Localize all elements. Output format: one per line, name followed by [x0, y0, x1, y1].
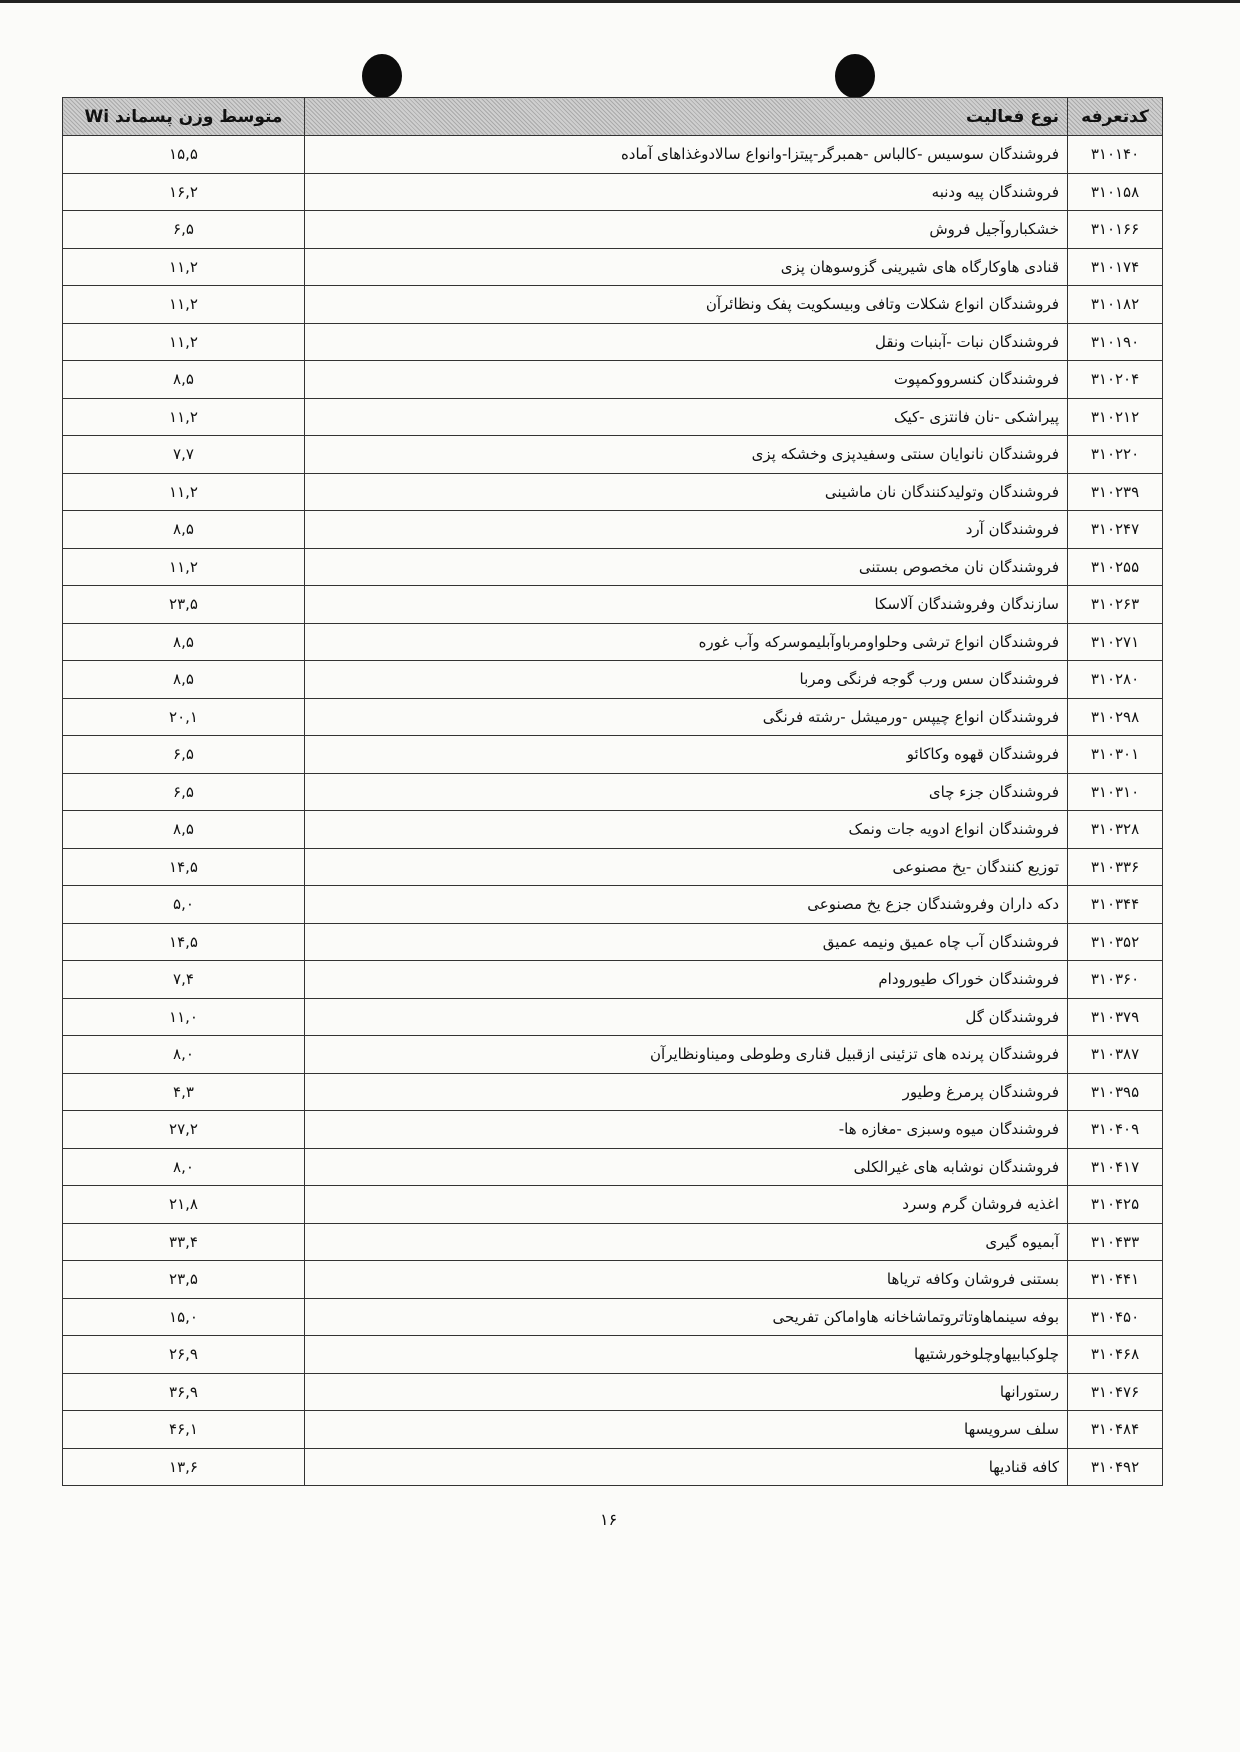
cell-activity: فروشندگان گل: [305, 998, 1068, 1036]
scan-top-edge: [0, 0, 1240, 3]
cell-value: ۱۵,۵: [63, 136, 305, 174]
cell-code: ۳۱۰۳۰۱: [1068, 736, 1163, 774]
header-activity: نوع فعالیت: [305, 98, 1068, 136]
cell-value: ۱۶,۲: [63, 173, 305, 211]
cell-value: ۱۱,۲: [63, 286, 305, 324]
cell-code: ۳۱۰۴۱۷: [1068, 1148, 1163, 1186]
cell-code: ۳۱۰۱۶۶: [1068, 211, 1163, 249]
cell-activity: فروشندگان میوه وسبزی -مغازه ها-: [305, 1111, 1068, 1149]
cell-activity: فروشندگان جزء چای: [305, 773, 1068, 811]
cell-value: ۱۴,۵: [63, 923, 305, 961]
cell-value: ۳۶,۹: [63, 1373, 305, 1411]
table-row: [63, 398, 1163, 436]
cell-code: ۳۱۰۲۲۰: [1068, 436, 1163, 474]
cell-value: ۲۷,۲: [63, 1111, 305, 1149]
cell-activity: فروشندگان نبات -آبنبات ونقل: [305, 323, 1068, 361]
cell-activity: فروشندگان انواع شکلات وتافی وبیسکویت پفک ونظائرآن: [305, 286, 1068, 324]
cell-activity: سلف سرویسها: [305, 1411, 1068, 1449]
cell-value: ۶,۵: [63, 211, 305, 249]
cell-value: ۸,۵: [63, 661, 305, 699]
punch-hole-left: [362, 54, 402, 98]
cell-activity: فروشندگان سس ورب گوجه فرنگی ومربا: [305, 661, 1068, 699]
cell-code: ۳۱۰۲۸۰: [1068, 661, 1163, 699]
cell-code: ۳۱۰۲۷۱: [1068, 623, 1163, 661]
table-row: [63, 848, 1163, 886]
table-row: [63, 811, 1163, 849]
cell-value: ۴,۳: [63, 1073, 305, 1111]
cell-code: ۳۱۰۲۱۲: [1068, 398, 1163, 436]
table-row: [63, 136, 1163, 174]
cell-code: ۳۱۰۲۰۴: [1068, 361, 1163, 399]
cell-value: ۷,۷: [63, 436, 305, 474]
table-row: [63, 211, 1163, 249]
cell-code: ۳۱۰۳۸۷: [1068, 1036, 1163, 1074]
cell-code: ۳۱۰۲۵۵: [1068, 548, 1163, 586]
cell-value: ۴۶,۱: [63, 1411, 305, 1449]
table-row: [63, 1111, 1163, 1149]
cell-activity: فروشندگان نانوایان سنتی وسفیدپزی وخشکه پزی: [305, 436, 1068, 474]
cell-value: ۱۴,۵: [63, 848, 305, 886]
cell-value: ۵,۰: [63, 886, 305, 924]
cell-activity: بستنی فروشان وکافه تریاها: [305, 1261, 1068, 1299]
punch-hole-right: [835, 54, 875, 98]
table-row: [63, 586, 1163, 624]
cell-activity: فروشندگان آرد: [305, 511, 1068, 549]
cell-code: ۳۱۰۴۷۶: [1068, 1373, 1163, 1411]
cell-activity: پیراشکی -نان فانتزی -کیک: [305, 398, 1068, 436]
cell-code: ۳۱۰۳۲۸: [1068, 811, 1163, 849]
cell-code: ۳۱۰۴۰۹: [1068, 1111, 1163, 1149]
table-row: [63, 361, 1163, 399]
cell-activity: فروشندگان پرمرغ وطیور: [305, 1073, 1068, 1111]
cell-value: ۱۱,۲: [63, 398, 305, 436]
cell-activity: خشکباروآجیل فروش: [305, 211, 1068, 249]
cell-value: ۸,۵: [63, 623, 305, 661]
cell-activity: فروشندگان قهوه وکاکائو: [305, 736, 1068, 774]
table-row: [63, 173, 1163, 211]
table-row: [63, 886, 1163, 924]
cell-code: ۳۱۰۱۵۸: [1068, 173, 1163, 211]
cell-activity: فروشندگان خوراک طیورودام: [305, 961, 1068, 999]
cell-code: ۳۱۰۳۶۰: [1068, 961, 1163, 999]
table-row: [63, 1073, 1163, 1111]
cell-value: ۱۳,۶: [63, 1448, 305, 1486]
cell-activity: کافه قنادیها: [305, 1448, 1068, 1486]
cell-activity: اغذیه فروشان گرم وسرد: [305, 1186, 1068, 1224]
cell-value: ۲۰,۱: [63, 698, 305, 736]
cell-value: ۱۵,۰: [63, 1298, 305, 1336]
cell-code: ۳۱۰۳۱۰: [1068, 773, 1163, 811]
cell-value: ۲۱,۸: [63, 1186, 305, 1224]
cell-activity: فروشندگان نوشابه های غیرالکلی: [305, 1148, 1068, 1186]
cell-value: ۲۳,۵: [63, 1261, 305, 1299]
cell-activity: فروشندگان وتولیدکنندگان نان ماشینی: [305, 473, 1068, 511]
cell-activity: فروشندگان انواع چیپس -ورمیشل -رشته فرنگی: [305, 698, 1068, 736]
cell-code: ۳۱۰۴۲۵: [1068, 1186, 1163, 1224]
table-row: [63, 623, 1163, 661]
table-row: [63, 1336, 1163, 1374]
table-row: [63, 923, 1163, 961]
cell-activity: فروشندگان پرنده های تزئینی ازقبیل قناری وطوطی ومیناونظایرآن: [305, 1036, 1068, 1074]
table-row: [63, 511, 1163, 549]
header-code: کدتعرفه: [1068, 98, 1163, 136]
cell-code: ۳۱۰۴۸۴: [1068, 1411, 1163, 1449]
table-row: [63, 736, 1163, 774]
table-row: [63, 1411, 1163, 1449]
cell-code: ۳۱۰۴۴۱: [1068, 1261, 1163, 1299]
cell-code: ۳۱۰۱۷۴: [1068, 248, 1163, 286]
table-row: [63, 698, 1163, 736]
cell-activity: فروشندگان آب چاه عمیق ونیمه عمیق: [305, 923, 1068, 961]
cell-code: ۳۱۰۴۹۲: [1068, 1448, 1163, 1486]
cell-value: ۸,۰: [63, 1036, 305, 1074]
cell-value: ۸,۵: [63, 361, 305, 399]
cell-code: ۳۱۰۲۶۳: [1068, 586, 1163, 624]
cell-value: ۲۶,۹: [63, 1336, 305, 1374]
cell-activity: سازندگان وفروشندگان آلاسکا: [305, 586, 1068, 624]
cell-value: ۱۱,۲: [63, 548, 305, 586]
table-row: [63, 1036, 1163, 1074]
cell-code: ۳۱۰۲۳۹: [1068, 473, 1163, 511]
table-row: [63, 1223, 1163, 1261]
cell-activity: فروشندگان انواع ترشی وحلواومرباوآبلیموسرکه وآب غوره: [305, 623, 1068, 661]
table-row: [63, 1373, 1163, 1411]
cell-code: ۳۱۰۱۴۰: [1068, 136, 1163, 174]
cell-code: ۳۱۰۴۳۳: [1068, 1223, 1163, 1261]
cell-value: ۷,۴: [63, 961, 305, 999]
table-row: [63, 436, 1163, 474]
cell-value: ۸,۵: [63, 511, 305, 549]
table-row: [63, 661, 1163, 699]
cell-activity: رستورانها: [305, 1373, 1068, 1411]
cell-activity: آبمیوه گیری: [305, 1223, 1068, 1261]
cell-value: ۱۱,۲: [63, 248, 305, 286]
cell-code: ۳۱۰۴۶۸: [1068, 1336, 1163, 1374]
table-row: [63, 773, 1163, 811]
cell-value: ۶,۵: [63, 773, 305, 811]
cell-value: ۱۱,۲: [63, 323, 305, 361]
cell-activity: توزیع کنندگان -یخ مصنوعی: [305, 848, 1068, 886]
table-row: [63, 1261, 1163, 1299]
cell-code: ۳۱۰۲۴۷: [1068, 511, 1163, 549]
cell-activity: بوفه سینماهاوتاتروتماشاخانه هاواماکن تفریحی: [305, 1298, 1068, 1336]
cell-code: ۳۱۰۳۷۹: [1068, 998, 1163, 1036]
cell-code: ۳۱۰۱۸۲: [1068, 286, 1163, 324]
header-value: متوسط وزن پسماند Wi: [63, 98, 305, 136]
cell-code: ۳۱۰۱۹۰: [1068, 323, 1163, 361]
table-row: [63, 323, 1163, 361]
cell-activity: قنادی هاوکارگاه های شیرینی گزوسوهان پزی: [305, 248, 1068, 286]
cell-value: ۶,۵: [63, 736, 305, 774]
table-row: [63, 248, 1163, 286]
cell-value: ۸,۵: [63, 811, 305, 849]
cell-value: ۱۱,۲: [63, 473, 305, 511]
cell-code: ۳۱۰۲۹۸: [1068, 698, 1163, 736]
cell-activity: دکه داران وفروشندگان جزع یخ مصنوعی: [305, 886, 1068, 924]
cell-activity: فروشندگان انواع ادویه جات ونمک: [305, 811, 1068, 849]
table-row: [63, 1148, 1163, 1186]
table-row: [63, 286, 1163, 324]
cell-value: ۸,۰: [63, 1148, 305, 1186]
cell-code: ۳۱۰۳۵۲: [1068, 923, 1163, 961]
table-row: [63, 1298, 1163, 1336]
table-row: [63, 1448, 1163, 1486]
cell-value: ۱۱,۰: [63, 998, 305, 1036]
table-row: [63, 998, 1163, 1036]
tariff-table: [62, 97, 1163, 1486]
cell-code: ۳۱۰۳۹۵: [1068, 1073, 1163, 1111]
cell-value: ۳۳,۴: [63, 1223, 305, 1261]
cell-code: ۳۱۰۳۴۴: [1068, 886, 1163, 924]
cell-activity: فروشندگان نان مخصوص بستنی: [305, 548, 1068, 586]
cell-code: ۳۱۰۴۵۰: [1068, 1298, 1163, 1336]
cell-activity: فروشندگان سوسیس -کالباس -همبرگر-پیتزا-وانواع سالادوغذاهای آماده: [305, 136, 1068, 174]
table-row: [63, 961, 1163, 999]
cell-value: ۲۳,۵: [63, 586, 305, 624]
cell-activity: چلوکبابیهاوچلوخورشتیها: [305, 1336, 1068, 1374]
table-row: [63, 473, 1163, 511]
cell-activity: فروشندگان پیه ودنبه: [305, 173, 1068, 211]
cell-activity: فروشندگان کنسرووکمپوت: [305, 361, 1068, 399]
table-header-row: [63, 98, 1163, 136]
table-row: [63, 1186, 1163, 1224]
table-row: [63, 548, 1163, 586]
page-number: ۱۶: [600, 1510, 618, 1529]
cell-code: ۳۱۰۳۳۶: [1068, 848, 1163, 886]
